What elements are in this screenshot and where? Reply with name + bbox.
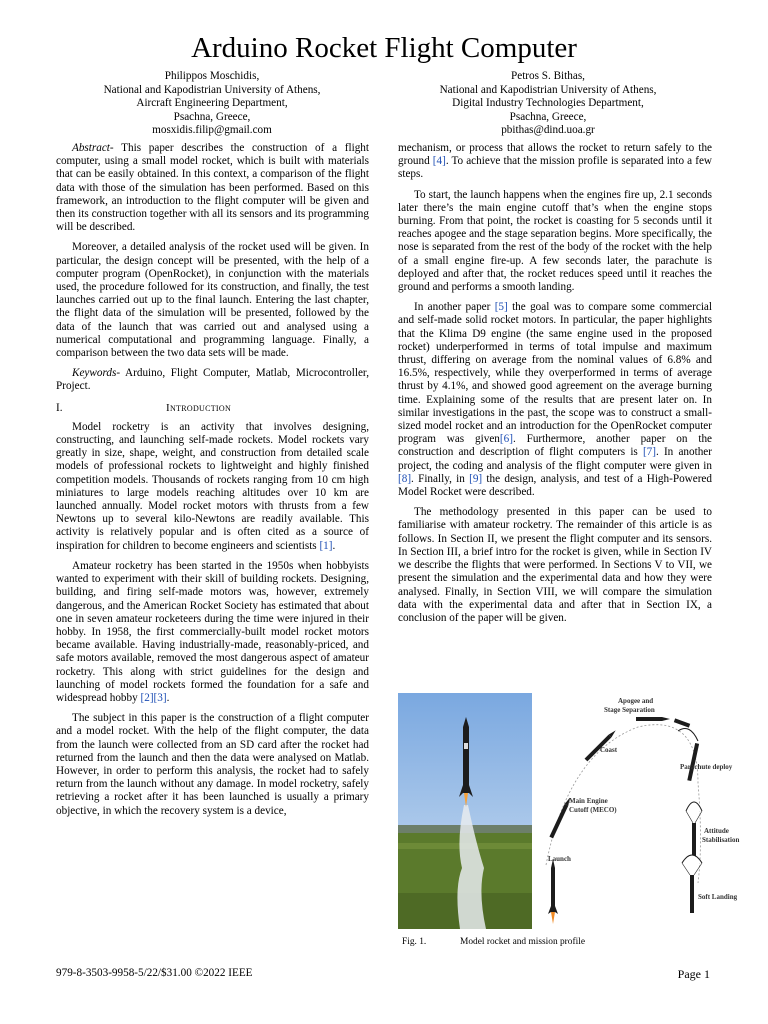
body-paragraph-2: In another paper [5] the goal was to compare some commercial and self-made solid rocket motors. In particular, the paper highlights that the Klima D9 engine (the same engine used in the proposed rocket) underperformed in terms of total impulse and maximum thrust, differing on average from the nominal values of 6.8% and 16.5%, respectively, while they overperformed in terms of average thrust by 4.1%, and showed good agreement on the average burning time. Explaining some of the results that are present later on. In similar investigations in the past, the scope was to construct a small-sized model rocket and an introduction for the OpenRocket computer program was given[6]. Furthermore, another paper on the construction and description of flight computers is [7]. In another project, the coding and analysis of the flight computer were given in [8]. Finally, in [9] the design, analysis, and test of a High-Powered Model Rocket were described. [398, 301, 713, 499]
rocket-launch-photo [398, 693, 532, 929]
footer-page-number: Page 1 [677, 967, 710, 981]
citation-link[interactable]: [8] [398, 472, 412, 485]
label-attitude: Attitude [704, 827, 729, 835]
abstract-label: Abstract- [72, 142, 114, 154]
author-location: Psachna, Greece, [509, 110, 587, 123]
intro-paragraph-1: Model rocketry is an activity that involves designing, constructing, and launching self-made rockets. Model rockets vary greatly in size, shape, weight, and construction from detailed scale models of professional rockets to lightweight and highly finished competition models. Thousands of rockets ranging from 10 cm high miniatures to large models reaching altitudes over 10 km are launched annually. Model rocket motors with thrusts from a few Newtons up to several kilo-Newtons are readily available. This activity is relatively popular and is often cited as a source of inspiration for children to become engineers and scientists [1]. [56, 420, 369, 552]
parachute-icon-deploy [678, 729, 699, 781]
citation-link[interactable]: [1] [319, 539, 333, 552]
paper-title: Arduino Rocket Flight Computer [191, 32, 577, 64]
parachute-icon-landing [682, 855, 702, 913]
intro-paragraph-3: The subject in this paper is the construction of a flight computer and a model rocket. With the help of the flight computer, the data from the launch were collected from an SD card after the rocket had returned from the launch and then the data were analysed on Matlab. However, in order to perform this analysis, the rocket had to safely return from the launch without any damage. In model rocketry, safely retrieving a rocket after it has been launched is usually a primary objective, in which the recovery system is a device, [56, 712, 369, 817]
keywords-label: Keywords- [72, 367, 121, 380]
parachute-icon-attitude [686, 802, 702, 857]
rocket-icon-apogee [636, 717, 690, 728]
footer-isbn: 979-8-3503-9958-5/22/$31.00 ©2022 IEEE [56, 967, 253, 979]
citation-link[interactable]: [4] [432, 155, 446, 168]
author-location: Psachna, Greece, [173, 110, 251, 123]
label-launch: Launch [548, 855, 571, 863]
caption-label: Fig. 1. [402, 937, 427, 947]
author-block-1 [47, 70, 377, 138]
rocket-icon-launch [548, 859, 558, 924]
figure-caption [402, 937, 585, 947]
label-meco: Main Engine [569, 797, 608, 805]
section-heading-introduction [56, 402, 369, 415]
label-attitude-2: Stabilisation [702, 836, 740, 844]
figure-graphic [398, 693, 744, 929]
label-landing: Soft Landing [698, 893, 738, 901]
left-column [56, 142, 369, 825]
mission-profile-diagram [546, 697, 739, 924]
author-email[interactable]: mosxidis.filip@gmail.com [152, 124, 272, 137]
label-meco-2: Cutoff (MECO) [569, 806, 617, 814]
right-column [398, 142, 712, 632]
abstract-paragraph-2: Moreover, a detailed analysis of the rocket used will be given. In particular, the design concept will be presented, with the help of a computer program (OpenRocket), in conjunction with the materials used, the procedure followed for its construction, and finally, the test launches carried out up to the final launch. Entering the last chapter, the flight data of the simulation will be presented, followed by the data of the launch that was carried out and analysed using a numerical computational and programming language. Finally, a comparison between the two data sets will be made. [56, 241, 369, 360]
caption-text: Model rocket and mission profile [460, 937, 585, 947]
author-email[interactable]: pbithas@dind.uoa.gr [501, 124, 595, 137]
label-parachute: Parachute deploy [680, 763, 733, 771]
body-paragraph-1: To start, the launch happens when the engines fire up, 2.1 seconds later there’s the main engine cutoff that’s when the engine stops burning. From that point, the rocket is coasting for 5 seconds until it reaches apogee and the stage separation begins. More specifically, the nose is separated from the rest of the body of the rocket with the help of a small engine fire-up. A few seconds later, the parachute is deployed and after that, the rocket reduces speed until it reaches the ground and performs a smooth landing. [398, 188, 712, 294]
citation-link[interactable]: [2][3] [140, 691, 167, 704]
label-apogee-2: Stage Separation [604, 706, 655, 714]
figure-1 [398, 693, 744, 929]
author-block-2 [383, 70, 713, 138]
author-affiliation: National and Kapodistrian University of Athens, [103, 83, 321, 96]
body-paragraph-0: mechanism, or process that allows the rocket to return safely to the ground [4]. To achieve that the mission profile is separated into a few steps. [398, 142, 712, 181]
body-paragraph-3: The methodology presented in this paper can be used to familiarise with amateur rocketry. The remainder of this article is as follows. In Section II, we present the flight computer and its sensors. In Section III, a brief intro for the rocket is given, while in Section IV we describe the flights that were performed. In Sections V to VII, we present the simulation and the experimental data and how they were analysed. Finally, in Section VIII, we will compare the simulation data with the experimental data and after that in Section IX, a conclusion of the paper will be given. [398, 506, 712, 624]
author-name: Philippos Moschidis, [164, 70, 260, 82]
rocket-body [463, 727, 469, 793]
abstract-paragraph: Abstract- This paper describes the construction of a flight computer, using a small model rocket, which is built with materials that can be easily obtained. In this context, a comparison of the flight data with those of the simulation has been performed. Based on this framework, an introduction to the flight computer will be given and then its construction together with all its sensors and its programming will be described. [56, 142, 369, 234]
label-apogee: Apogee and [618, 697, 654, 705]
author-name: Petros S. Bithas, [511, 70, 585, 82]
section-title: Introduction [166, 401, 232, 414]
citation-link[interactable]: [5] [494, 301, 508, 314]
keywords: Keywords- Arduino, Flight Computer, Matlab, Microcontroller, Project. [56, 367, 369, 393]
author-department: Aircraft Engineering Department, [136, 97, 288, 110]
citation-link[interactable]: [6] [499, 433, 513, 446]
author-department: Digital Industry Technologies Department, [452, 97, 644, 110]
author-affiliation: National and Kapodistrian University of Athens, [439, 83, 657, 96]
citation-link[interactable]: [7] [642, 446, 656, 459]
section-number: I. [56, 401, 63, 414]
citation-link[interactable]: [9] [469, 472, 483, 485]
intro-paragraph-2: Amateur rocketry has been started in the 1950s when hobbyists wanted to experiment with their skill of building rockets. Designing, building, and firing self-made motors was, however, extremely dangerous, and the American Rocket Society has estimated that about one in seven amateur rocketeers during the time were injured in their hobby. In 1958, the first commercially-built model rocket motors became available. Having industrially-made, reasonably-priced, and safe motors available, removed the most dangerous aspect of amateur rocketry. This along with strict guidelines for the design and launching of model rockets formed the foundation for a safe and widespread hobby [2][3]. [56, 559, 369, 704]
label-coast: Coast [600, 746, 618, 754]
